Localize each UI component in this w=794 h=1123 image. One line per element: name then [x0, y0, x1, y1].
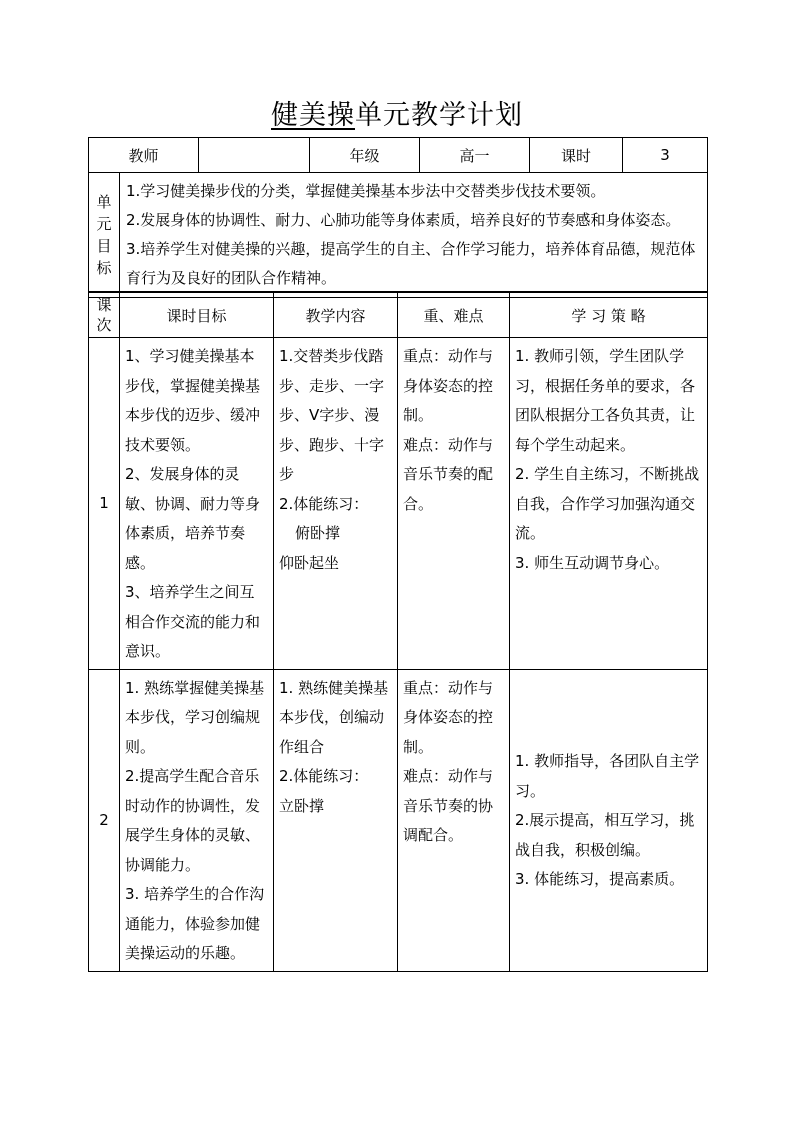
- unit-goals-label-char: 标: [96, 259, 112, 277]
- teacher-value: [199, 138, 310, 173]
- unit-goal-line: 2.发展身体的协调性、耐力、心肺功能等身体素质，培养良好的节奏感和身体姿态。: [126, 211, 681, 229]
- strategy-line: 3. 体能练习，提高素质。: [515, 870, 685, 889]
- lesson-plan-table: [88, 291, 708, 972]
- objective-line: 2、发展身体的灵敏、协调、耐力等身体素质，培养节奏感。: [125, 465, 261, 572]
- strategy-line: 3. 师生互动调节身心。: [515, 553, 670, 572]
- lesson-strategy: [510, 338, 708, 670]
- hours-value: 3: [623, 138, 708, 173]
- title-underlined: 健美操: [271, 100, 355, 131]
- content-line: 立卧撑: [279, 796, 325, 815]
- lesson-row: [89, 669, 708, 971]
- strategy-line: 2.展示提高，相互学习，挑战自我，积极创编。: [515, 811, 695, 859]
- strategy-line: 1. 教师引领，学生团队学习，根据任务单的要求，各团队根据分工各负其责，让每个学生动起来。: [515, 347, 696, 454]
- content-header: 教学内容: [274, 292, 398, 338]
- key-points-header: 重、难点: [398, 292, 510, 338]
- objective-header: 课时目标: [120, 292, 274, 338]
- lesson-num-header-char: 次: [96, 316, 112, 334]
- strategy-header: 学 习 策 略: [510, 292, 708, 338]
- content-line: 1.交替类步伐踏步、走步、一字步、V字步、漫步、跑步、十字步: [279, 347, 385, 483]
- objective-line: 3、培养学生之间互相合作交流的能力和意识。: [125, 583, 261, 660]
- content-line: 2.体能练习：: [279, 767, 369, 785]
- unit-goal-line: 1.学习健美操步伐的分类，掌握健美操基本步法中交替类步伐技术要领。: [126, 182, 606, 200]
- lesson-number: 1: [89, 338, 120, 670]
- lesson-header-row: [89, 292, 708, 338]
- objective-line: 1、学习健美操基本步伐，掌握健美操基本步伐的迈步、缓冲技术要领。: [125, 347, 261, 454]
- unit-goals-label: [89, 173, 120, 298]
- lesson-content: [274, 338, 398, 670]
- objective-line: 3. 培养学生的合作沟通能力，体验参加健美操运动的乐趣。: [125, 885, 265, 962]
- unit-goals-text: [120, 173, 708, 298]
- strategy-line: 2. 学生自主练习，不断挑战自我，合作学习加强沟通交流。: [515, 465, 700, 542]
- header-row: [89, 138, 708, 173]
- content-line: 俯卧撑: [295, 524, 341, 542]
- objective-line: 1. 熟练掌握健美操基本步伐，学习创编规则。: [125, 678, 265, 756]
- lesson-content: [274, 669, 398, 971]
- content-line: 1. 熟练健美操基本步伐，创编动作组合: [279, 678, 389, 756]
- title-rest: 单元教学计划: [355, 100, 523, 131]
- unit-goals-label-char: 目: [96, 237, 112, 255]
- unit-goals-label-char: 元: [96, 215, 112, 233]
- unit-goals-label-char: 单: [96, 193, 112, 211]
- content-line: 2.体能练习：: [279, 494, 369, 513]
- grade-label: 年级: [310, 138, 420, 173]
- lesson-strategy: [510, 669, 708, 971]
- key-point-line: 难点：动作与音乐节奏的协调配合。: [403, 767, 494, 844]
- lesson-number: 2: [89, 669, 120, 971]
- unit-info-table: [88, 137, 708, 298]
- objective-line: 2.提高学生配合音乐时动作的协调性，发展学生身体的灵敏、协调能力。: [125, 767, 261, 874]
- lesson-objective: [120, 338, 274, 670]
- grade-value: 高一: [420, 138, 530, 173]
- lesson-key-points: [398, 669, 510, 971]
- page-title: [0, 98, 794, 134]
- unit-goals-row: [89, 173, 708, 298]
- content-line: 仰卧起坐: [279, 553, 340, 572]
- teacher-label: 教师: [89, 138, 199, 173]
- key-point-line: 重点：动作与身体姿态的控制。: [403, 347, 494, 424]
- lesson-key-points: [398, 338, 510, 670]
- key-point-line: 重点：动作与身体姿态的控制。: [403, 678, 494, 756]
- key-point-line: 难点：动作与音乐节奏的配合。: [403, 435, 494, 513]
- strategy-line: 1. 教师指导，各团队自主学习。: [515, 752, 700, 800]
- lesson-row: [89, 338, 708, 670]
- unit-goal-line: 3.培养学生对健美操的兴趣，提高学生的自主、合作学习能力，培养体育品德，规范体育行为及良好的团队合作精神。: [126, 240, 696, 287]
- lesson-objective: [120, 669, 274, 971]
- lesson-num-header-char: 课: [96, 296, 112, 314]
- hours-label: 课时: [530, 138, 623, 173]
- lesson-num-header: [89, 292, 120, 338]
